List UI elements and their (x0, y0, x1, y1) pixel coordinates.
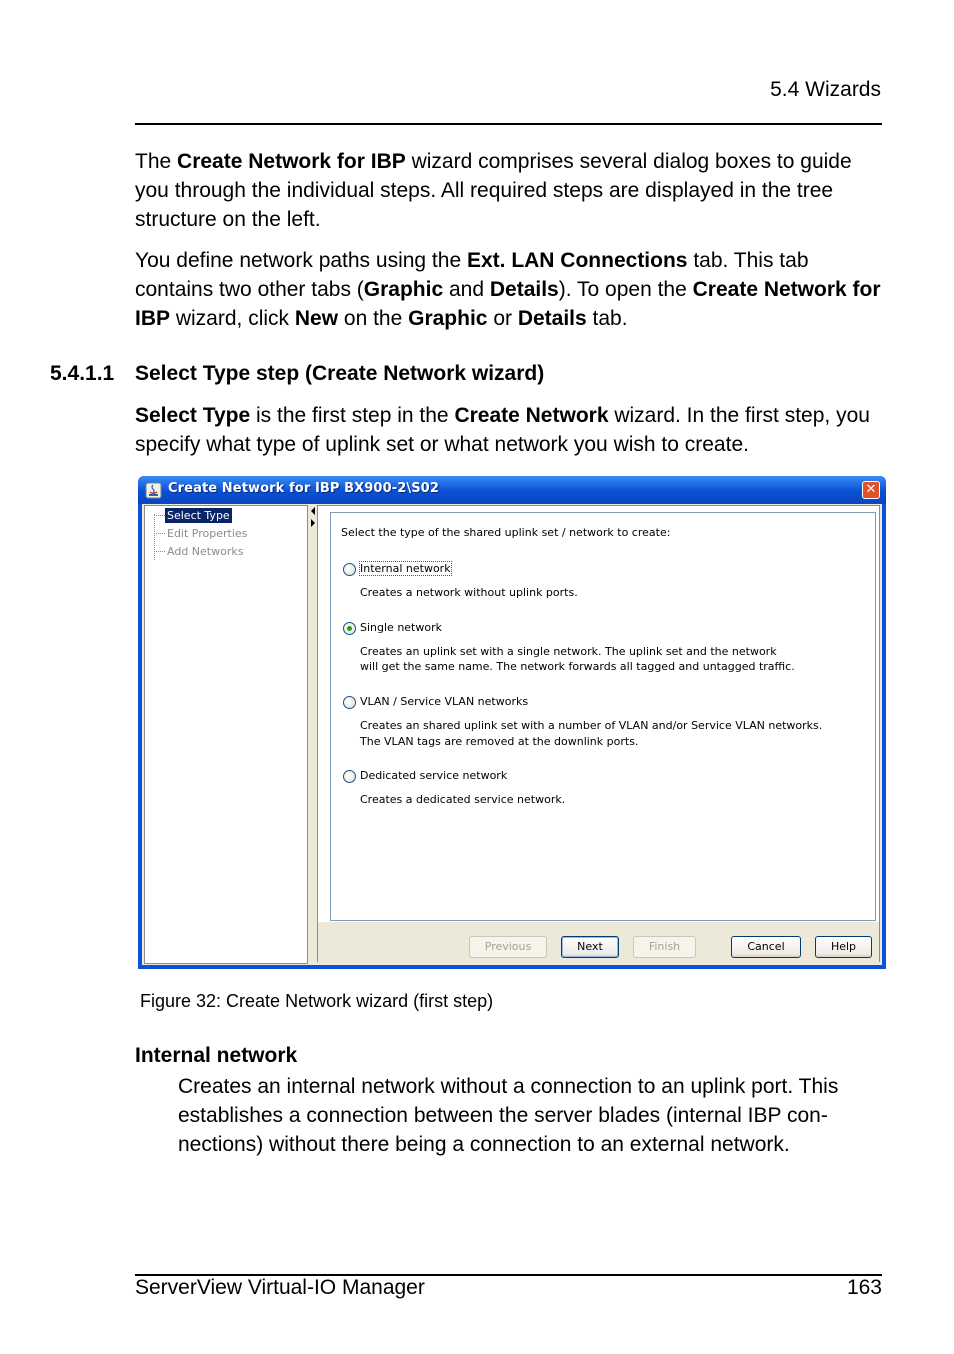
radio-vlan-networks[interactable] (343, 696, 356, 709)
next-button[interactable]: Next (561, 936, 619, 958)
figure-caption: Figure 32: Create Network wizard (first step) (140, 991, 494, 1011)
splitter-handle[interactable] (310, 504, 316, 965)
option-desc-dedicated-service-network: Creates a dedicated service network. (360, 793, 566, 806)
option-desc-vlan-networks-2: The VLAN tags are removed at the downlink ports. (360, 735, 639, 748)
collapse-left-icon[interactable] (311, 507, 315, 515)
option-desc-internal-network: Creates a network without uplink ports. (360, 586, 578, 599)
bold-term: New (294, 307, 339, 330)
bold-term: Graphic (363, 278, 444, 301)
radio-internal-network[interactable] (343, 563, 356, 576)
bold-term: Details (517, 307, 587, 330)
intro-paragraph-1 (135, 147, 885, 234)
step-content-pane (317, 505, 880, 962)
option-desc-single-network-1: Creates an uplink set with a single network. The uplink set and the network (360, 645, 777, 658)
bold-term: Create Network (454, 404, 609, 427)
type-selection-panel (330, 512, 876, 921)
tree-connector (154, 514, 155, 560)
text-run: tab. This tab contains two other tabs ( (135, 249, 809, 301)
tree-item-edit-properties[interactable]: Edit Properties (167, 527, 248, 540)
step-tree (144, 505, 308, 964)
text-run: and (443, 278, 490, 301)
page-number: 163 (846, 1276, 882, 1299)
bold-term: Graphic (408, 307, 488, 330)
text-run: You define network paths using the (135, 249, 467, 272)
option-label-single-network[interactable]: Single network (360, 621, 442, 634)
wizard-window (138, 476, 886, 969)
text-run: tab. (586, 307, 628, 330)
tree-connector (154, 533, 165, 534)
radio-single-network[interactable] (343, 622, 356, 635)
bold-term: Details (489, 278, 559, 301)
window-title: Create Network for IBP BX900-2\S02 (168, 481, 439, 496)
window-titlebar (138, 476, 886, 504)
tree-item-add-networks[interactable]: Add Networks (167, 545, 244, 558)
option-label-internal-network[interactable]: Internal network (360, 562, 451, 575)
java-app-icon (145, 482, 162, 499)
finish-button[interactable]: Finish (633, 936, 696, 958)
running-header: 5.4 Wizards (770, 78, 881, 101)
section-number: 5.4.1.1 (50, 362, 115, 385)
header-rule (135, 123, 882, 125)
text-run: or (487, 307, 518, 330)
radio-dedicated-service-network[interactable] (343, 770, 356, 783)
intro-paragraph-2 (135, 246, 885, 333)
text-run: wizard, click (170, 307, 295, 330)
text-run: wizard comprises several dialog boxes to guide you through the individual steps. All required steps are displayed in the tree structure on the left. (135, 150, 852, 231)
definition-term: Internal network (135, 1044, 298, 1067)
previous-button[interactable]: Previous (469, 936, 547, 958)
bold-term: Select Type (135, 404, 251, 427)
button-bar (318, 921, 879, 962)
section-paragraph (135, 401, 885, 459)
expand-right-icon[interactable] (311, 519, 315, 527)
option-label-dedicated-service-network[interactable]: Dedicated service network (360, 769, 508, 782)
tree-connector (154, 551, 165, 552)
bold-term: Create Network for IBP (177, 150, 406, 173)
text-run: on the (338, 307, 409, 330)
window-client-area (142, 504, 882, 965)
option-label-vlan-networks[interactable]: VLAN / Service VLAN networks (360, 695, 529, 708)
bold-term: Create Network for IBP (135, 278, 881, 330)
tree-item-select-type[interactable]: Select Type (167, 509, 230, 522)
option-desc-single-network-2: will get the same name. The network forwards all tagged and untagged traffic. (360, 660, 795, 673)
text-run: is the first step in the (250, 404, 455, 427)
close-icon[interactable]: ✕ (862, 481, 880, 499)
cancel-button[interactable]: Cancel (731, 936, 801, 958)
footer-title: ServerView Virtual-IO Manager (135, 1276, 425, 1299)
text-run: The (135, 150, 178, 173)
tree-connector (154, 515, 165, 516)
definition-text: Creates an internal network without a connection to an uplink port. This establishes a connection between the server blades (internal IBP con-nections) without there being a connection to an external network. (178, 1075, 839, 1156)
help-button[interactable]: Help (815, 936, 872, 958)
text-run: ). To open the (558, 278, 693, 301)
radio-selected-dot (347, 626, 352, 631)
section-title: Select Type step (Create Network wizard) (135, 362, 545, 385)
option-desc-vlan-networks-1: Creates an shared uplink set with a number of VLAN and/or Service VLAN networks. (360, 719, 823, 732)
prompt-text: Select the type of the shared uplink set / network to create: (341, 526, 671, 539)
bold-term: Ext. LAN Connections (466, 249, 688, 272)
text-run: wizard. In the first step, you specify what type of uplink set or what network you wish to create. (135, 404, 870, 456)
